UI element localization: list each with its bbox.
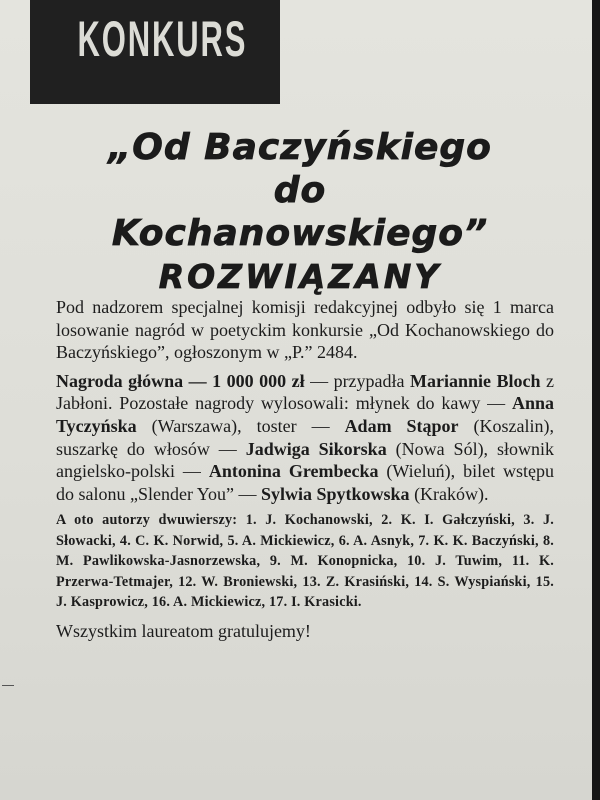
section-banner xyxy=(30,0,280,104)
prizes-paragraph xyxy=(56,370,554,506)
prize-text: (Warszawa), toster — xyxy=(136,415,345,436)
column-rule xyxy=(592,0,600,800)
prize-text: z Jabłoni. Pozostałe nagrody wylosowali: młynek do kawy — xyxy=(56,370,554,414)
headline-line-1: „Od Baczyńskiego xyxy=(108,127,492,168)
headline xyxy=(20,126,580,298)
authors-paragraph: A oto autorzy dwuwierszy: 1. J. Kochanowski, 2. K. I. Gałczyński, 3. J. Słowacki, 4. C. K. Norwid, 5. A. Mickiewicz, 6. A. Asnyk, 7. K. K. Baczyński, 8. M. Pawlikowska-Jasnorzewska, 9. M. Konopnicka, 10. J. Tuwim, 11. K. Przerwa-Tetmajer, 12. W. Broniewski, 13. Z. Krasiński, 14. S. Wyspiański, 15. J. Kasprowicz, 16. A. Mickiewicz, 17. I. Krasicki. xyxy=(56,512,554,610)
prize-text: (Wieluń), bilet wstępu do salonu „Slender You” — xyxy=(56,461,554,504)
prize-text: (Kraków). xyxy=(409,483,489,504)
winner-name: Anna Tyczyńska xyxy=(56,393,554,436)
winner-name: Mariannie Bloch xyxy=(410,370,541,391)
article-body xyxy=(56,296,554,643)
prize-text: — przypadła xyxy=(304,370,411,391)
prize-text: (Nowa Sól), słownik angielsko-polski — xyxy=(56,438,554,482)
winner-name: Antonina Grembecka xyxy=(208,461,379,482)
closing-line: Wszystkim laureatom gratulujemy! xyxy=(56,621,311,642)
prize-text: (Koszalin), suszarkę do włosów — xyxy=(56,415,554,459)
headline-line-4: ROZWIĄZANY xyxy=(158,257,442,296)
winner-name: Adam Stąpor xyxy=(344,415,459,436)
main-prize-label: Nagroda główna — 1 000 000 zł xyxy=(56,370,305,391)
intro-paragraph: Pod nadzorem specjalnej komisji redakcyjnej odbyło się 1 marca losowanie nagród w poetyckim konkursie „Od Kochanowskiego do Baczyńskiego”, ogłoszonym w „P.” 2484. xyxy=(56,297,554,363)
headline-line-2: do xyxy=(273,170,327,211)
winner-name: Jadwiga Sikorska xyxy=(245,438,387,459)
headline-line-3: Kochanowskiego” xyxy=(111,213,489,254)
banner-label: KONKURS xyxy=(77,11,248,67)
margin-mark xyxy=(2,685,14,686)
winner-name: Sylwia Spytkowska xyxy=(261,483,410,504)
